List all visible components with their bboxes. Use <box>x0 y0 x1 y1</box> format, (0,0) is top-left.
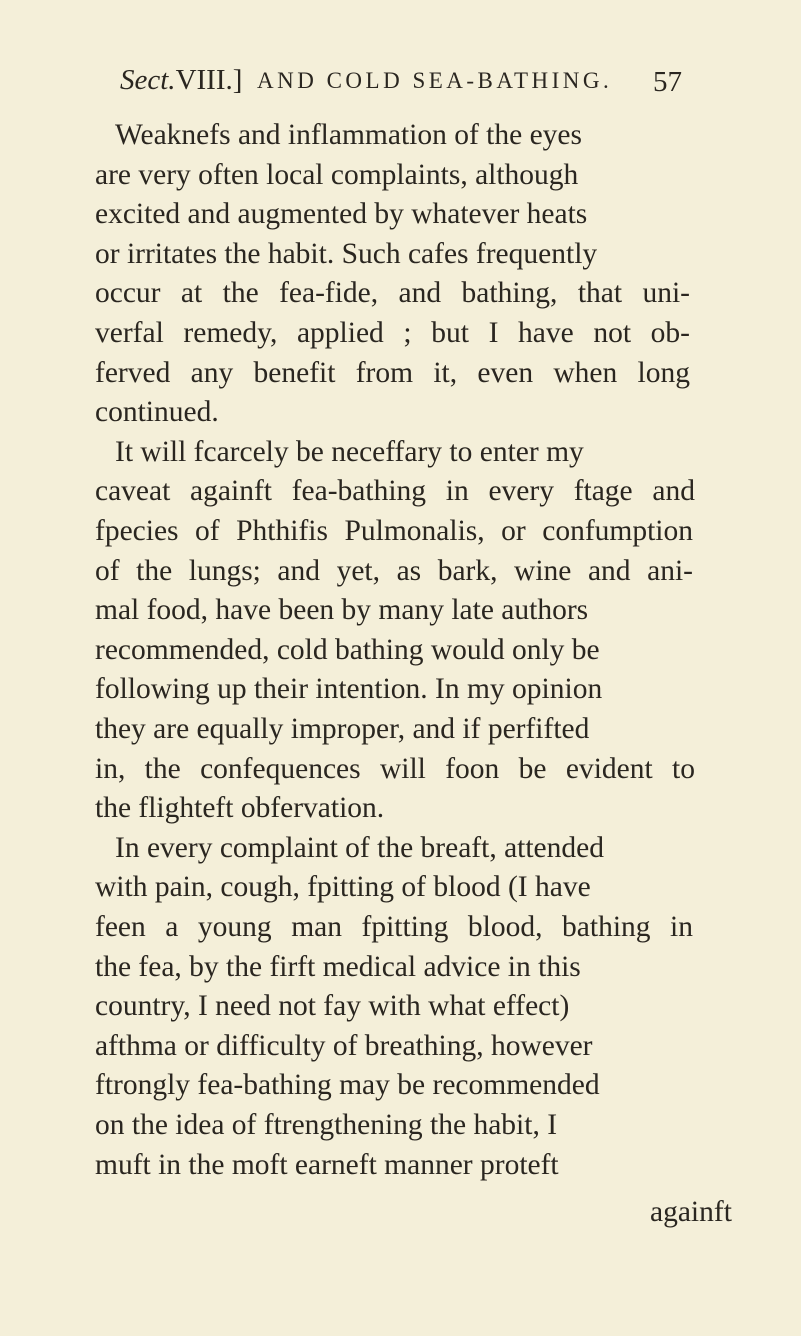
text-line: fpecies of Phthifis Pulmonalis, or confumption <box>95 515 693 547</box>
text-line: in, the confequences will foon be evident to <box>95 752 695 785</box>
text-line: they are equally improper, and if perfifted <box>95 713 590 745</box>
text-line: muft in the moft earneft manner proteft <box>95 1148 559 1181</box>
text-line: excited and augmented by whatever heats <box>95 198 588 231</box>
text-line: or irritates the habit. Such cafes frequently <box>95 237 598 270</box>
text-line: feen a young man fpitting blood, bathing in <box>95 911 693 943</box>
running-head <box>120 64 680 110</box>
text-line: afthma or difficulty of breathing, however <box>95 1029 593 1062</box>
section-reference: Sect.VIII.] <box>120 64 243 96</box>
text-line: following up their intention. In my opinion <box>95 673 603 706</box>
text-line: country, I need not fay with what effect) <box>95 990 570 1023</box>
text-line: on the idea of ftrengthening the habit, I <box>95 1109 558 1141</box>
text-line: with pain, cough, fpitting of blood (I have <box>95 871 591 904</box>
text-line: caveat againft fea-bathing in every ftage and <box>95 475 695 508</box>
text-line: continued. <box>95 396 219 429</box>
page-number: 57 <box>653 66 682 98</box>
text-line: ftrongly fea-bathing may be recommended <box>95 1069 600 1102</box>
text-line: recommended, cold bathing would only be <box>95 633 600 666</box>
text-line: In every complaint of the breaft, attended <box>115 831 604 864</box>
text-line: are very often local complaints, although <box>95 158 579 191</box>
running-title: AND COLD SEA-BATHING. <box>257 68 613 93</box>
text-line: of the lungs; and yet, as bark, wine and ani- <box>95 554 693 587</box>
text-line: mal food, have been by many late authors <box>95 594 589 627</box>
catchword: againft <box>650 1196 732 1228</box>
text-line: ferved any benefit from it, even when long <box>95 356 690 389</box>
text-line: the flighteft obfervation. <box>95 792 385 825</box>
text-line: the fea, by the firft medical advice in this <box>95 950 581 983</box>
text-line: occur at the fea-fide, and bathing, that uni- <box>95 277 690 310</box>
text-line: It will fcarcely be neceffary to enter my <box>115 435 584 468</box>
text-line: Weaknefs and inflammation of the eyes <box>115 119 583 151</box>
text-line: verfal remedy, applied ; but I have not ob- <box>95 317 690 349</box>
